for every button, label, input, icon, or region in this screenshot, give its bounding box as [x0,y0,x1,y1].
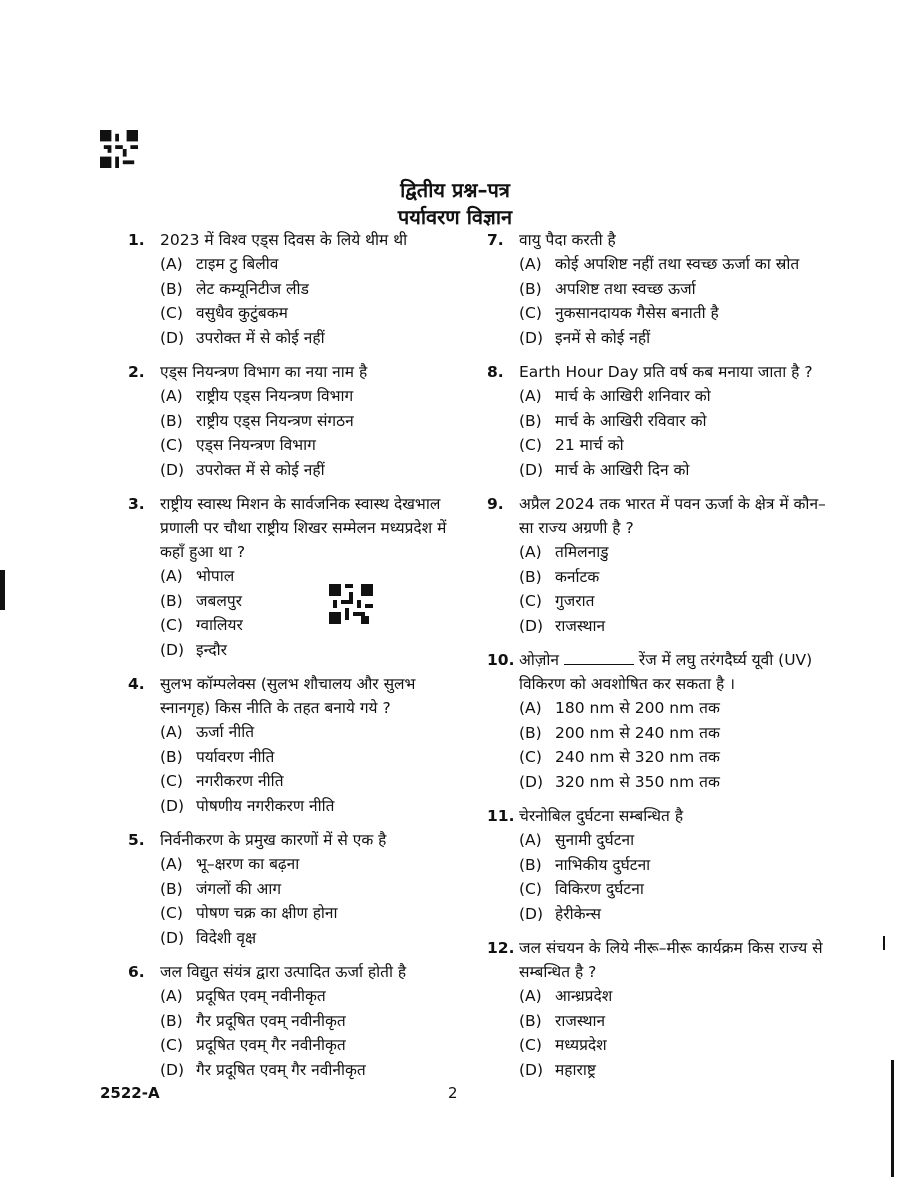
option-a: (A) मार्च के आखिरी शनिवार को [519,387,711,405]
option-a: (A) आन्ध्रप्रदेश [519,987,613,1005]
option-d: (D) विदेशी वृक्ष [160,928,257,947]
option-a: (A) भोपाल [160,567,235,585]
option-d: (D) उपरोक्त में से कोई नहीं [160,328,325,347]
option-d: (D) इन्दौर [160,640,227,659]
question-12 [487,936,832,1082]
question-number: 11. [487,807,515,825]
option-c: (C) एड्स नियन्त्रण विभाग [160,436,316,454]
question-number: 12. [487,939,515,957]
option-b: (B) राष्ट्रीय एड्स नियन्त्रण संगठन [160,411,354,430]
question-number: 7. [487,231,504,249]
question-4 [128,672,468,818]
option-a: (A) कोई अपशिष्ट नहीं तथा स्वच्छ ऊर्जा का स्रोत [519,255,800,273]
question-8 [487,360,832,482]
option-a: (A) 180 nm से 200 nm तक [519,699,720,717]
qr-code-icon [329,584,373,624]
option-b: (B) जंगलों की आग [160,879,282,898]
question-number: 2. [128,363,145,381]
question-10 [487,648,832,794]
question-text: 2023 में विश्व एड्स दिवस के लिये थीम थी [160,231,408,249]
questions-right-column [487,228,832,1092]
option-c: (C) 21 मार्च को [519,436,624,454]
option-a: (A) प्रदूषित एवम् नवीनीकृत [160,987,326,1005]
question-text: ओज़ोन रेंज में लघु तरंगदैर्घ्य यूवी (UV) विकिरण को अवशोषित कर सकता है । [519,651,813,693]
option-a: (A) भू–क्षरण का बढ़ना [160,855,300,873]
question-11 [487,804,832,926]
question-number: 10. [487,651,515,669]
question-text: जल संचयन के लिये नीरू–मीरू कार्यक्रम किस राज्य से सम्बन्धित है ? [519,939,823,981]
question-number: 6. [128,963,145,981]
question-2 [128,360,468,482]
option-b: (B) मार्च के आखिरी रविवार को [519,411,707,430]
option-b: (B) गैर प्रदूषित एवम् नवीनीकृत [160,1011,346,1030]
option-c: (C) पोषण चक्र का क्षीण होना [160,904,338,922]
fill-in-blank [564,651,634,665]
question-text: जल विद्युत संयंत्र द्वारा उत्पादित ऊर्जा होती है [160,963,407,981]
option-c: (C) नुकसानदायक गैसेस बनाती है [519,304,719,322]
option-b: (B) राजस्थान [519,1011,606,1030]
option-b: (B) कर्नाटक [519,567,600,586]
option-c: (C) नगरीकरण नीति [160,772,284,790]
option-c: (C) 240 nm से 320 nm तक [519,748,720,766]
page-number: 2 [448,1084,458,1102]
option-a: (A) तमिलनाडु [519,543,609,561]
question-text: सुलभ कॉम्पलेक्स (सुलभ शौचालय और सुलभ स्नानगृह) किस नीति के तहत बनाये गये ? [160,675,416,717]
option-c: (C) प्रदूषित एवम् गैर नवीनीकृत [160,1036,346,1054]
option-b: (B) लेट कम्यूनिटीज लीड [160,279,309,298]
paper-subject: पर्यावरण विज्ञान [397,205,513,229]
question-number: 5. [128,831,145,849]
option-c: (C) विकिरण दुर्घटना [519,880,644,898]
option-d: (D) इनमें से कोई नहीं [519,328,651,347]
scan-mark [891,1060,894,1177]
option-d: (D) मार्च के आखिरी दिन को [519,460,690,479]
option-b: (B) जबलपुर [160,591,243,610]
option-d: (D) 320 nm से 350 nm तक [519,772,720,791]
questions-left-column [128,228,468,1092]
question-number: 9. [487,495,504,513]
question-7 [487,228,832,350]
option-b: (B) 200 nm से 240 nm तक [519,723,720,742]
question-1 [128,228,468,350]
scan-mark [883,936,885,950]
option-a: (A) टाइम टु बिलीव [160,255,279,273]
option-b: (B) नाभिकीय दुर्घटना [519,855,651,874]
question-text: राष्ट्रीय स्वास्थ मिशन के सार्वजनिक स्वास्थ देखभाल प्रणाली पर चौथा राष्ट्रीय शिखर सम्मेलन मध्यप्रदेश में कहाँ हुआ था ? [160,495,447,561]
option-a: (A) ऊर्जा नीति [160,723,255,741]
question-number: 1. [128,231,145,249]
option-d: (D) महाराष्ट्र [519,1060,596,1079]
option-b: (B) अपशिष्ट तथा स्वच्छ ऊर्जा [519,279,696,298]
option-a: (A) सुनामी दुर्घटना [519,831,635,849]
paper-title [340,177,570,231]
qr-code-icon [100,130,138,168]
question-text: चेरनोबिल दुर्घटना सम्बन्धित है [519,807,684,825]
question-number: 4. [128,675,145,693]
option-a: (A) राष्ट्रीय एड्स नियन्त्रण विभाग [160,387,354,405]
option-c: (C) गुजरात [519,592,595,610]
question-text: एड्स नियन्त्रण विभाग का नया नाम है [160,363,368,381]
paper-code: 2522-A [100,1084,160,1102]
question-5 [128,828,468,950]
question-text: अप्रैल 2024 तक भारत में पवन ऊर्जा के क्षेत्र में कौन–सा राज्य अग्रणी है ? [519,495,826,537]
scan-mark [0,570,5,610]
question-6 [128,960,468,1082]
option-d: (D) गैर प्रदूषित एवम् गैर नवीनीकृत [160,1060,366,1079]
question-9 [487,492,832,638]
question-3 [128,492,468,662]
question-number: 3. [128,495,145,513]
question-text: वायु पैदा करती है [519,231,616,249]
option-d: (D) राजस्थान [519,616,606,635]
option-d: (D) हेरीकेन्स [519,904,601,923]
option-d: (D) उपरोक्त में से कोई नहीं [160,460,325,479]
option-d: (D) पोषणीय नगरीकरण नीति [160,796,335,815]
option-c: (C) ग्वालियर [160,616,243,634]
option-c: (C) वसुधैव कुटुंबकम [160,304,288,322]
question-text: निर्वनीकरण के प्रमुख कारणों में से एक है [160,831,387,849]
option-b: (B) पर्यावरण नीति [160,747,275,766]
question-text: Earth Hour Day प्रति वर्ष कब मनाया जाता है ? [519,363,813,381]
option-c: (C) मध्यप्रदेश [519,1036,607,1054]
question-number: 8. [487,363,504,381]
paper-title-line1: द्वितीय प्रश्न–पत्र [400,178,510,202]
